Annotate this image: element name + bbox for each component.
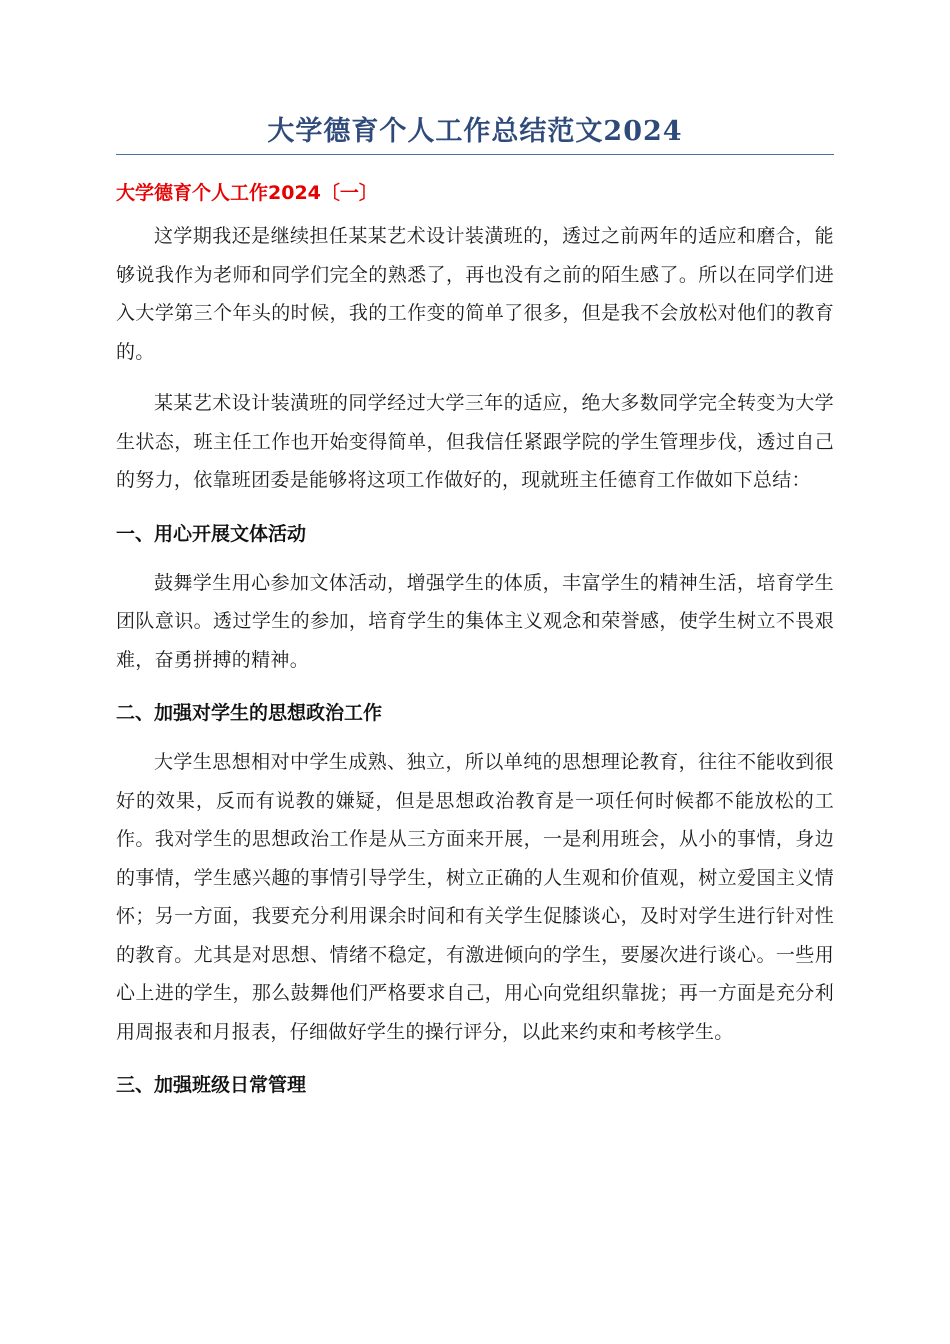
document-page <box>116 112 834 1115</box>
paragraph: 鼓舞学生用心参加文体活动，增强学生的体质，丰富学生的精神生活，培育学生团队意识。透过学生的参加，培育学生的集体主义观念和荣誉感，使学生树立不畏艰难，奋勇拼搏的精神。 <box>116 571 834 671</box>
paragraph: 大学生思想相对中学生成熟、独立，所以单纯的思想理论教育，往往不能收到很好的效果，反而有说教的嫌疑，但是思想政治教育是一项任何时候都不能放松的工作。我对学生的思想政治工作是从三方面来开展，一是利用班会，从小的事情，身边的事情，学生感兴趣的事情引导学生，树立正确的人生观和价值观，树立爱国主义情怀；另一方面，我要充分利用课余时间和有关学生促膝谈心，及时对学生进行针对性的教育。尤其是对思想、情绪不稳定，有激进倾向的学生，要屡次进行谈心。一些用心上进的学生，那么鼓舞他们严格要求自己，用心向党组织靠拢；再一方面是充分利用周报表和月报表，仔细做好学生的操行评分，以此来约束和考核学生。 <box>116 751 834 1043</box>
document-subtitle: 大学德育个人工作2024〔一〕 <box>116 182 378 204</box>
paragraph: 这学期我还是继续担任某某艺术设计装潢班的，透过之前两年的适应和磨合，能够说我作为老师和同学们完全的熟悉了，再也没有之前的陌生感了。所以在同学们进入大学第三个年头的时候，我的工作变的简单了很多，但是我不会放松对他们的教育的。 <box>116 225 834 363</box>
section-heading: 三、加强班级日常管理 <box>116 1074 307 1096</box>
document-title: 大学德育个人工作总结范文2024 <box>267 116 683 147</box>
section-heading: 一、用心开展文体活动 <box>116 522 307 545</box>
title-divider <box>116 154 834 155</box>
paragraph: 某某艺术设计装潢班的同学经过大学三年的适应，绝大多数同学完全转变为大学生状态，班主任工作也开始变得简单，但我信任紧跟学院的学生管理步伐，透过自己的努力，依靠班团委是能够将这项工作做好的，现就班主任德育工作做如下总结： <box>116 392 834 491</box>
section-heading: 二、加强对学生的思想政治工作 <box>116 702 383 724</box>
